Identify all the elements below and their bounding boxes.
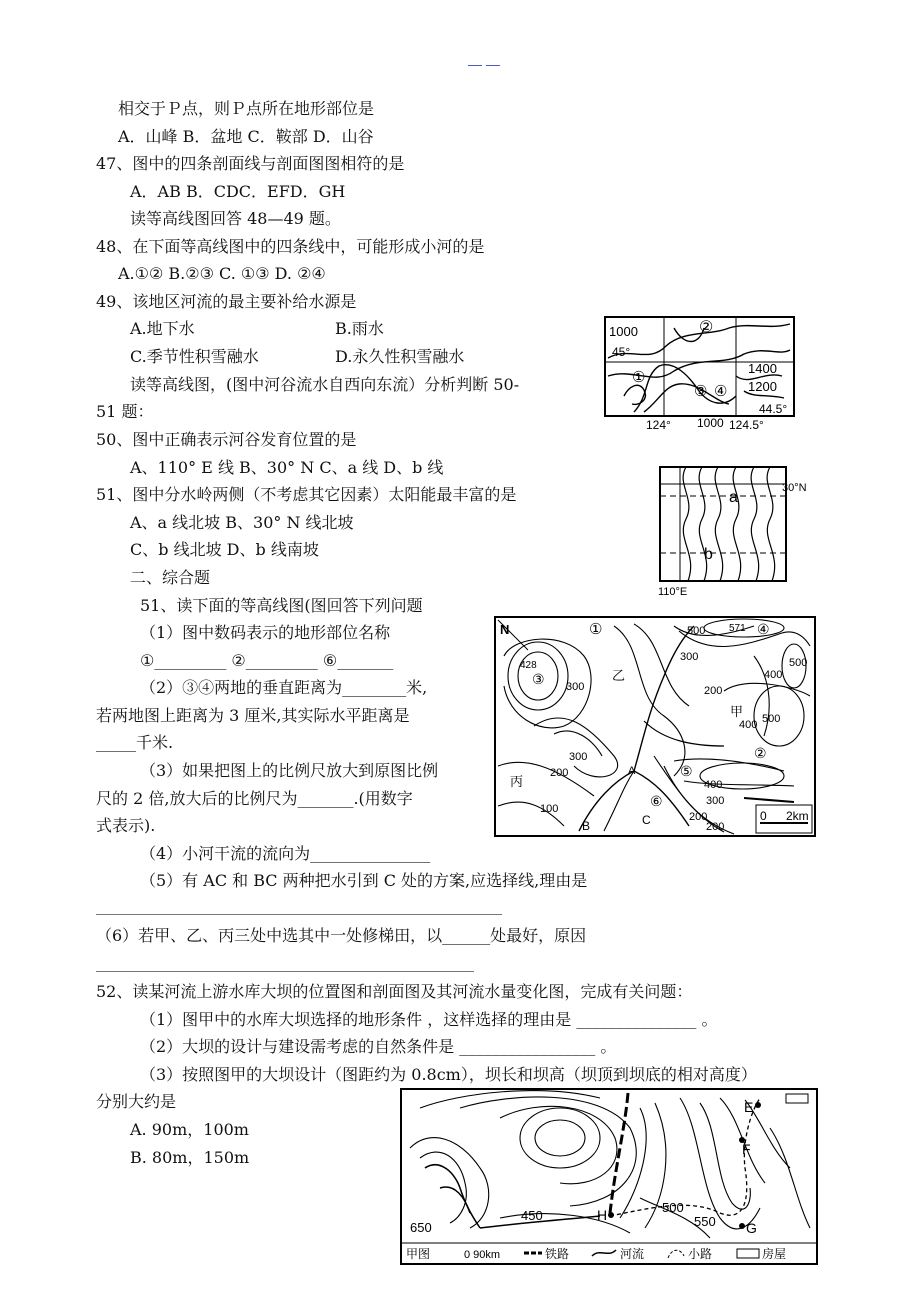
- q48-options: A.①② B.②③ C. ①③ D. ②④: [118, 264, 326, 283]
- map3-label-4: ④: [757, 621, 770, 637]
- map2-label-30n: 30°N: [782, 482, 807, 494]
- q52-option-a: A. 90m，100m: [130, 1120, 249, 1139]
- map3-label-a: A: [628, 765, 636, 777]
- q50-51-intro-cont: 51 题：: [96, 402, 154, 421]
- q46-stem-cont: 相交于Ｐ点，则Ｐ点所在地形部位是: [118, 99, 375, 118]
- q52-3-cont: 分别大约是: [96, 1092, 177, 1111]
- map3-scale-2km: 2km: [786, 809, 809, 823]
- q51c-6: （6）若甲、乙、丙三处中选其中一处修梯田，以______处最好，原因: [96, 926, 587, 945]
- map1-label-44-5: 44.5°: [759, 402, 788, 416]
- q51c-1-blanks: ①_________ ②_________ ⑥_______: [140, 651, 394, 670]
- answer-line-6: [96, 971, 474, 972]
- map3-scale-0: 0: [760, 809, 767, 823]
- map4-legend-house: 房屋: [762, 1247, 787, 1261]
- q51c-5: （5）有 AC 和 BC 两种把水引到 C 处的方案,应选择线,理由是: [140, 871, 588, 890]
- q52-option-b: B. 80m，150m: [130, 1148, 250, 1167]
- map3-label-400b: 400: [739, 719, 758, 731]
- map1-label-1000b: 1000: [697, 416, 724, 430]
- map1-label-1000: 1000: [609, 324, 638, 339]
- q51c-1: （1）图中数码表示的地形部位名称: [140, 623, 391, 642]
- map4-label-h: H: [597, 1207, 608, 1223]
- map3-label-5: ⑤: [680, 763, 693, 779]
- map1-label-1: ①: [632, 369, 646, 386]
- q51-options-ab: A、a 线北坡 B、30° N 线北坡: [130, 513, 354, 532]
- q50-stem: 50、图中正确表示河谷发育位置的是: [96, 430, 357, 449]
- q51c-3-cont2: 式表示).: [96, 816, 156, 835]
- map3-label-428: 428: [520, 660, 537, 671]
- q51c-3-cont: 尺的 2 倍,放大后的比例尺为_______.(用数字: [96, 789, 413, 808]
- map3-label-200b: 200: [550, 767, 569, 779]
- map4-label-f: F: [742, 1141, 751, 1157]
- map4-label-500: 500: [662, 1200, 684, 1215]
- map2-label-b: b: [704, 546, 713, 563]
- q51-stem: 51、图中分水岭两侧（不考虑其它因素）太阳能最丰富的是: [96, 485, 517, 504]
- map3-label-2: ②: [754, 745, 767, 761]
- map4-legend-river: 河流: [620, 1247, 645, 1261]
- map3-label-yi: 乙: [612, 668, 626, 683]
- map4-legend-scale: 0 90km: [464, 1249, 501, 1261]
- q49-option-d: D.永久性积雪融水: [335, 347, 465, 366]
- q50-options: A、110° E 线 B、30° N C、a 线 D、b 线: [130, 458, 444, 477]
- q51c-4: （4）小河干流的流向为_______________: [140, 844, 431, 863]
- q49-option-b: B.雨水: [335, 319, 384, 338]
- contour-map-q50: [656, 464, 816, 598]
- q48-stem: 48、在下面等高线图中的四条线中，可能形成小河的是: [96, 237, 485, 256]
- map1-label-45: 45°: [612, 345, 631, 359]
- contour-map-q48: [604, 316, 796, 432]
- map4-label-e: E: [744, 1099, 754, 1115]
- q52-stem: 52、读某河流上游水库大坝的位置图和剖面图及其河流水量变化图，完成有关问题：: [96, 982, 693, 1001]
- map1-label-3: ③: [694, 383, 708, 400]
- q49-option-c: C.季节性积雪融水: [130, 347, 259, 366]
- map3-label-n: N: [500, 622, 510, 637]
- q52-2: （2）大坝的设计与建设需考虑的自然条件是 _________________ 。: [140, 1037, 617, 1056]
- map1-label-2: ②: [699, 319, 714, 336]
- map3-label-200d: 200: [706, 821, 725, 833]
- q51-options-cd: C、b 线北坡 D、b 线南坡: [130, 540, 319, 559]
- q46-options: A．山峰 B．盆地 C．鞍部 D．山谷: [118, 127, 374, 146]
- map3-label-300b: 300: [680, 651, 699, 663]
- q51c-stem: 51、读下面的等高线图(图回答下列问题: [140, 596, 423, 615]
- map4-label-650: 650: [410, 1220, 432, 1235]
- map3-label-300a: 300: [566, 681, 585, 693]
- map1-label-1400: 1400: [748, 361, 777, 376]
- map4-legend-path: 小路: [688, 1247, 713, 1261]
- map3-label-3: ③: [532, 671, 545, 687]
- map3-label-1: ①: [589, 621, 603, 638]
- map4-label-g: G: [746, 1220, 757, 1236]
- map3-label-400a: 400: [764, 669, 783, 681]
- map3-label-6: ⑥: [650, 793, 663, 809]
- section-comprehensive: 二、综合题: [130, 568, 211, 587]
- map4-label-550: 550: [694, 1214, 716, 1229]
- q51c-3: （3）如果把图上的比例尺放大到原图比例: [140, 761, 439, 780]
- q51c-2: （2）③④两地的垂直距离为________米,: [140, 678, 428, 697]
- q47-stem: 47、图中的四条剖面线与剖面图图相符的是: [96, 154, 405, 173]
- q48-49-intro: 读等高线图回答 48—49 题。: [130, 209, 341, 228]
- q51c-2-cont: 若两地图上距离为 3 厘米,其实际水平距离是: [96, 706, 410, 725]
- map3-label-b: B: [582, 819, 591, 833]
- map3-label-bing: 丙: [510, 774, 524, 789]
- map3-label-100: 100: [540, 803, 559, 815]
- map3-label-c: C: [642, 813, 651, 827]
- map2-label-a: a: [729, 489, 738, 506]
- map3-label-200a: 200: [704, 685, 723, 697]
- map3-label-400c: 400: [704, 779, 723, 791]
- q49-option-a: A.地下水: [130, 319, 195, 338]
- map1-label-124-5: 124.5°: [729, 418, 764, 432]
- answer-line-5: [96, 914, 502, 915]
- map3-label-300d: 300: [706, 795, 725, 807]
- map3-label-200c: 200: [689, 811, 708, 823]
- map4-legend-title: 甲图: [406, 1247, 431, 1261]
- q52-3: （3）按照图甲的大坝设计（图距约为 0.8cm），坝长和坝高（坝顶到坝底的相对高度）: [140, 1065, 757, 1084]
- map1-label-1200: 1200: [748, 379, 777, 394]
- map3-label-571: 571: [729, 623, 746, 634]
- q50-51-intro: 读等高线图，(图中河谷流水自西向东流）分析判断 50-: [130, 375, 520, 394]
- map1-label-124: 124°: [646, 418, 671, 432]
- map3-label-300c: 300: [569, 751, 588, 763]
- map3-label-500c: 500: [762, 713, 781, 725]
- map1-label-4: ④: [714, 383, 728, 400]
- map3-label-jia: 甲: [730, 704, 744, 719]
- map4-legend-railway: 铁路: [545, 1247, 570, 1261]
- map2-label-110e: 110°E: [658, 586, 688, 598]
- q49-stem: 49、该地区河流的最主要补给水源是: [96, 292, 357, 311]
- q51c-2-blank: _____千米.: [96, 733, 174, 752]
- map4-label-450: 450: [521, 1208, 543, 1223]
- contour-map-q51c: [494, 616, 818, 838]
- map3-label-500b: 500: [789, 657, 808, 669]
- q52-1: （1）图甲中的水库大坝选择的地形条件 ，这样选择的理由是 _______________ 。: [140, 1010, 718, 1029]
- page-header-mark: — —: [468, 56, 500, 72]
- reservoir-map-jia: [400, 1088, 820, 1266]
- map3-label-500a: 500: [687, 625, 706, 637]
- q47-options: A．AB B．CDC．EFD．GH: [130, 182, 346, 201]
